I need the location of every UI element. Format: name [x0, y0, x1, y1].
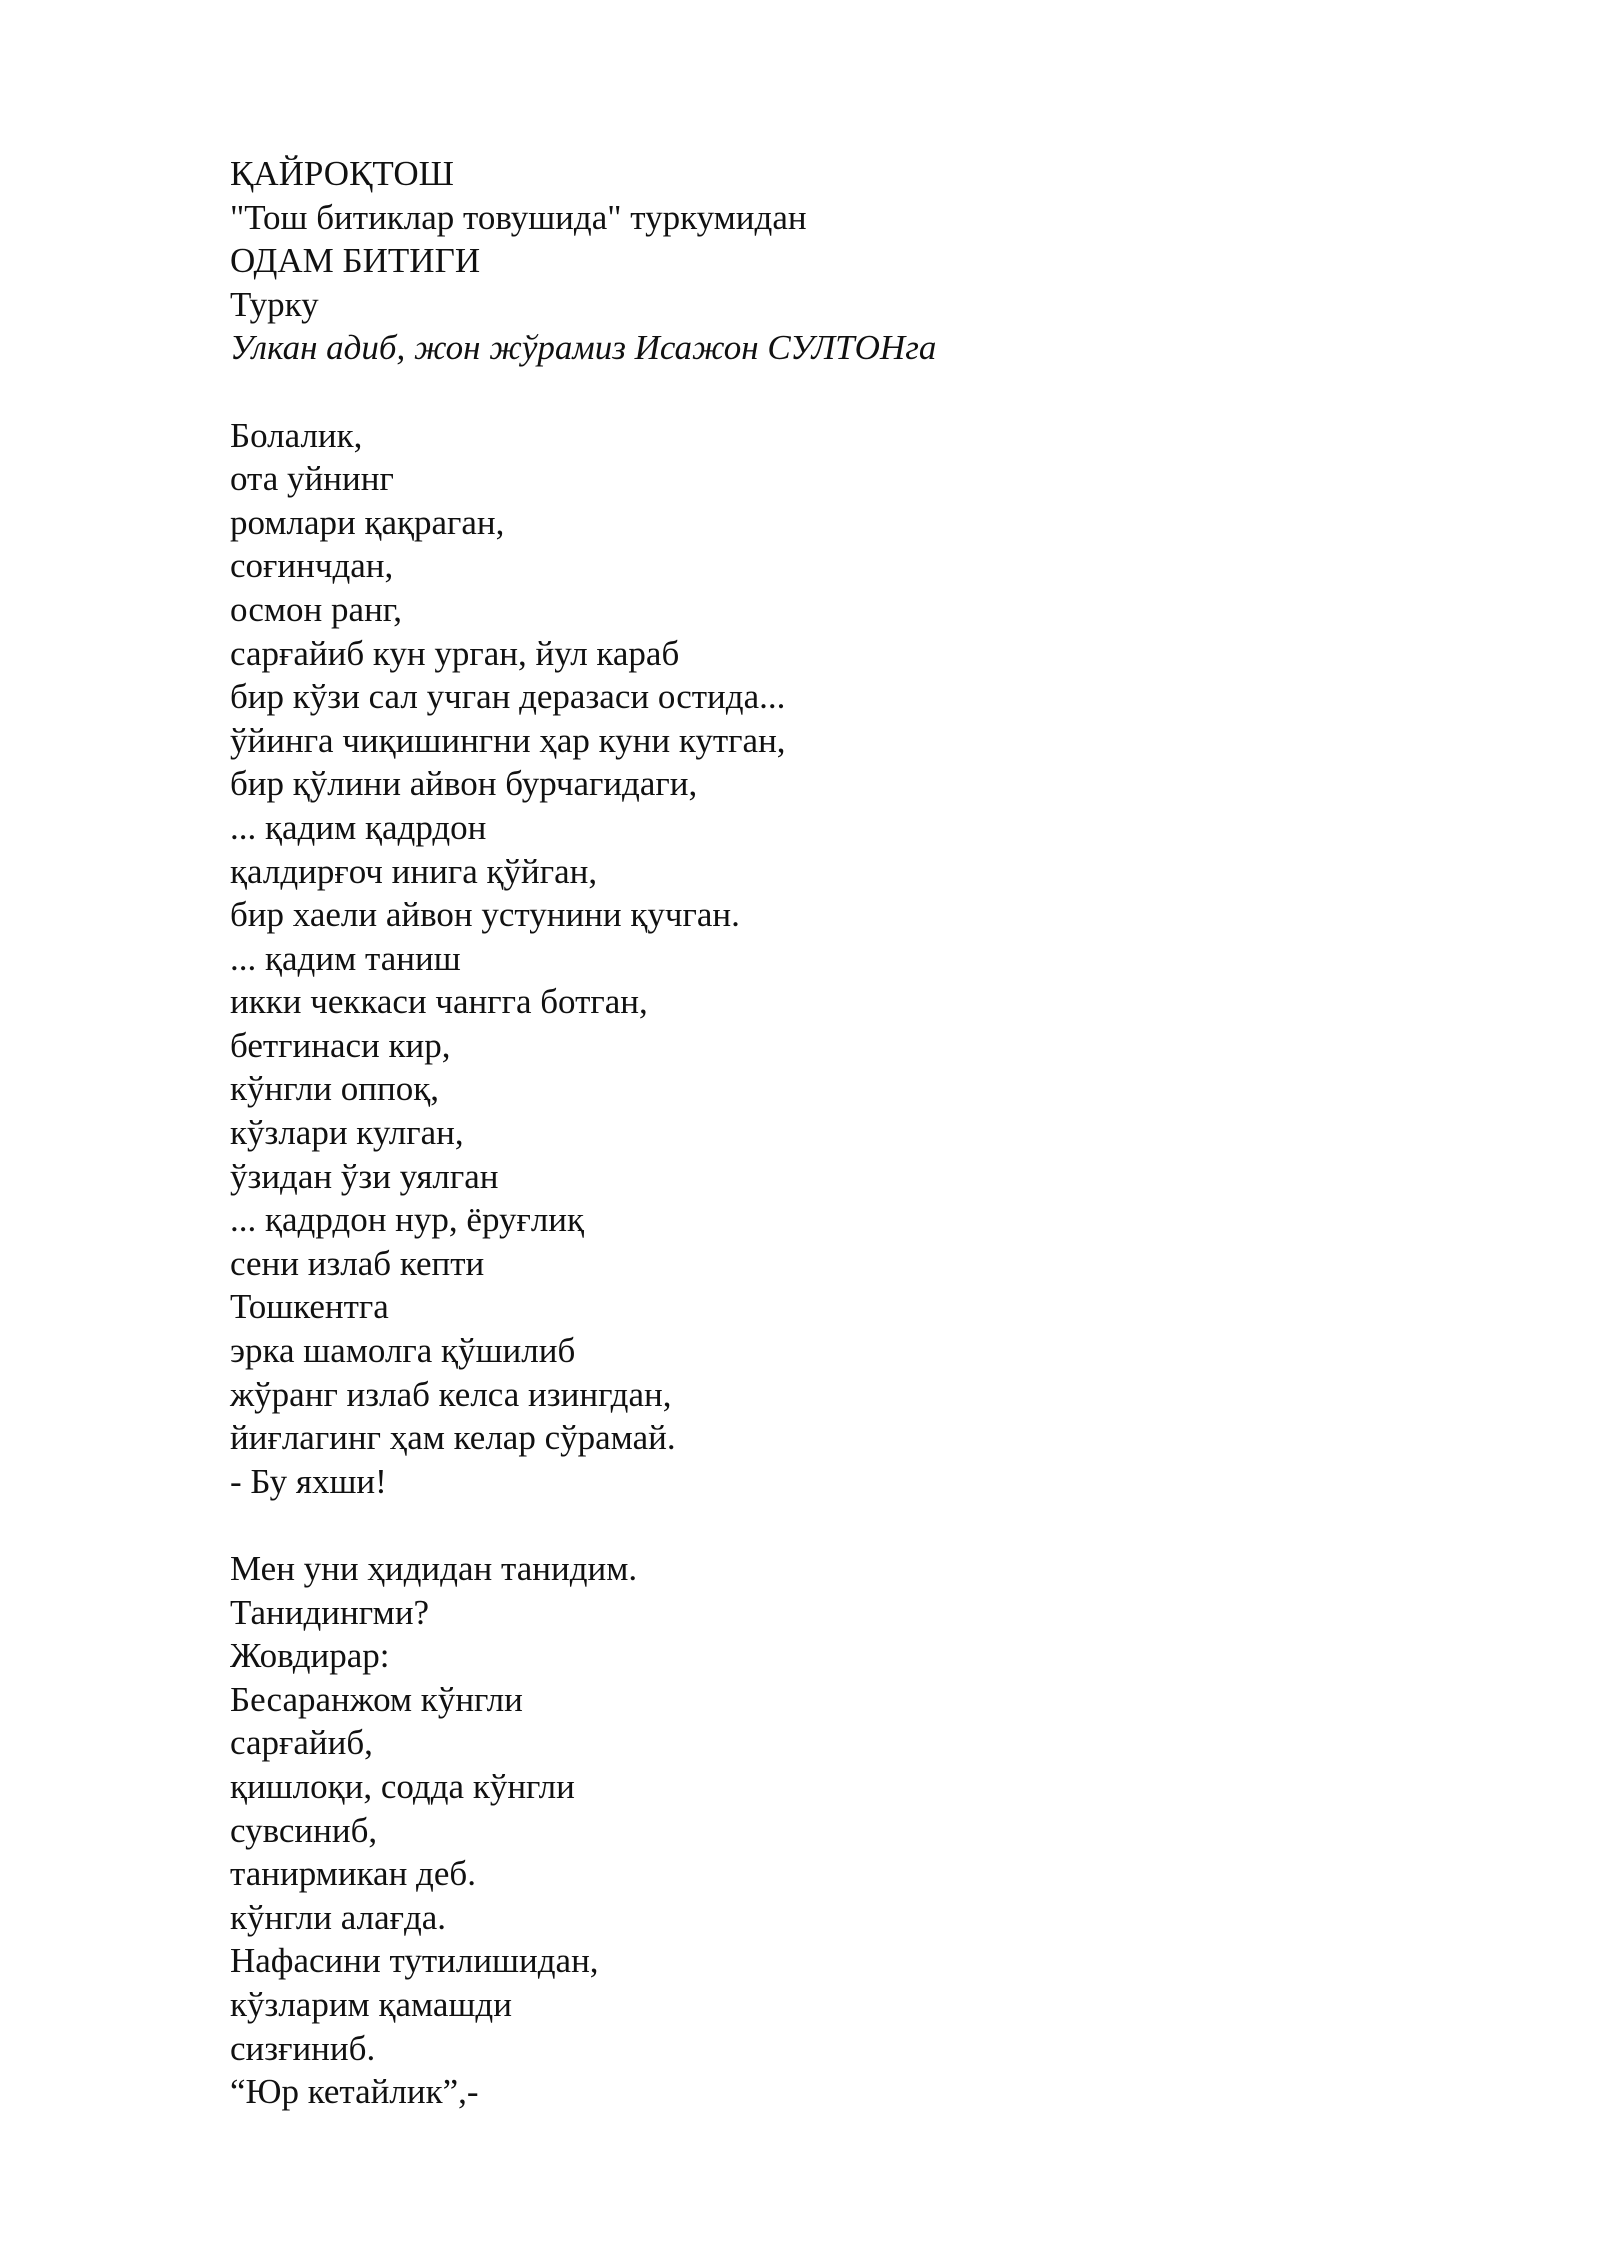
- verse-line: “Юр кетайлик”,-: [230, 2072, 479, 2112]
- series-subtitle: "Тош битиклар товушида" туркумидан: [230, 197, 807, 237]
- verse-line: кўнгли алағда.: [230, 1897, 447, 1937]
- verse-line: - Бу яхши!: [230, 1461, 387, 1501]
- verse-line: кўнгли оппоқ,: [230, 1069, 439, 1109]
- stanza-2: [230, 1547, 1430, 2114]
- poem-title: ОДАМ БИТИГИ: [230, 241, 481, 281]
- verse-line: кўзларим қамашди: [230, 1984, 512, 2024]
- verse-line: Мен уни ҳидидан танидим.: [230, 1549, 638, 1588]
- verse-line: танирмикан деб.: [230, 1854, 476, 1894]
- verse-line: кўзлари кулган,: [230, 1113, 464, 1153]
- verse-line: Бесаранжом кўнгли: [230, 1679, 523, 1719]
- verse-line: ... қадрдон нур, ёруғлиқ: [230, 1200, 585, 1240]
- verse-line: сувсиниб,: [230, 1810, 378, 1850]
- verse-line: икки чеккаси чангга ботган,: [230, 982, 648, 1022]
- stanza-break: [230, 370, 1430, 414]
- verse-line: сарғайиб кун урган, йул караб: [230, 633, 680, 673]
- verse-line: жўранг излаб келса изингдан,: [230, 1374, 672, 1414]
- verse-line: ўйинга чиқишингни ҳар куни кутган,: [230, 720, 786, 760]
- verse-line: Тошкентга: [230, 1287, 389, 1327]
- verse-line: йиғлагинг ҳам келар сўрамай.: [230, 1418, 676, 1458]
- collection-title: ҚАЙРОҚТОШ: [230, 154, 454, 193]
- verse-line: соғинчдан,: [230, 546, 394, 586]
- verse-line: ота уйнинг: [230, 459, 394, 499]
- verse-line: Танидингми?: [230, 1592, 430, 1632]
- verse-line: Нафасини тутилишидан,: [230, 1941, 599, 1981]
- verse-line: ... қадим қадрдон: [230, 807, 487, 847]
- verse-line: сарғайиб,: [230, 1723, 373, 1763]
- verse-line: ўзидан ўзи уялган: [230, 1156, 499, 1196]
- verse-line: бир хаели айвон устунини қучган.: [230, 895, 740, 935]
- stanza-1: [230, 414, 1430, 1504]
- verse-line: осмон ранг,: [230, 589, 402, 629]
- verse-line: қалдирғоч инига қўйган,: [230, 851, 598, 891]
- verse-line: ромлари қақраган,: [230, 502, 505, 542]
- dedication: Улкан адиб, жон жўрамиз Исажон СУЛТОНга: [230, 328, 937, 368]
- verse-line: бетгинаси кир,: [230, 1025, 451, 1065]
- verse-line: бир қўлини айвон бурчагидаги,: [230, 764, 698, 804]
- verse-line: эрка шамолга қўшилиб: [230, 1331, 576, 1371]
- poem-text: [230, 152, 1430, 2114]
- verse-line: бир кўзи сал учган деразаси остида...: [230, 677, 786, 717]
- verse-line: сени излаб кепти: [230, 1243, 485, 1283]
- verse-line: Болалик,: [230, 415, 363, 455]
- stanza-break: [230, 1503, 1430, 1547]
- verse-line: ... қадим таниш: [230, 938, 461, 978]
- verse-line: Жовдирар:: [230, 1636, 390, 1676]
- verse-line: сизғиниб.: [230, 2028, 376, 2068]
- verse-line: қишлоқи, содда кўнгли: [230, 1766, 575, 1806]
- poem-genre: Турку: [230, 284, 319, 324]
